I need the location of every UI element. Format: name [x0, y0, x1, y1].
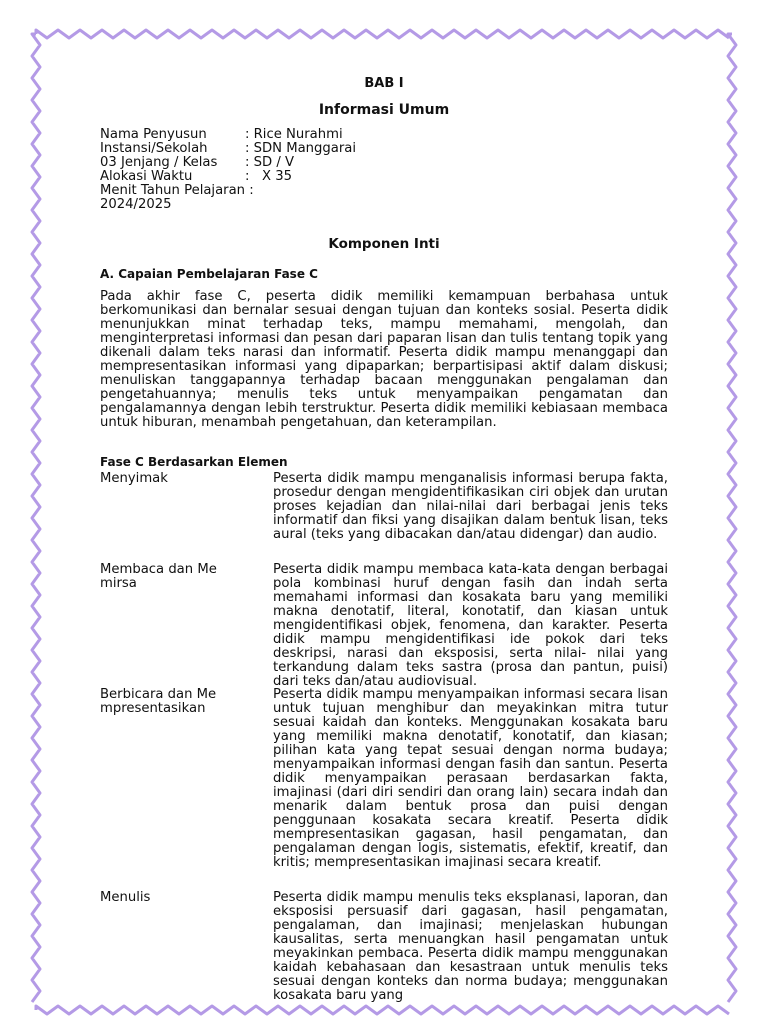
info-row-grade: 03 Jenjang / Kelas : SD / V [100, 155, 295, 170]
capaian-paragraph: Pada akhir fase C, peserta didik memiliki kemampuan berbahasa untuk berkomunikasi dan bernalar sesuai dengan tujuan dan konteks sosial. Peserta didik menunjukkan minat terhadap teks, mampu memahami, mengolah, dan menginterpretasi informasi dan pesan dari paparan lisan dan tulis tentang topik yang dikenali dalam teks narasi dan informatif. Peserta didik mampu menanggapi dan mempresentasikan informasi yang dipaparkan; berpartisipasi aktif dalam diskusi; menuliskan tanggapannya terhadap bacaan menggunakan pengalaman dan pengetahuannya; menulis teks untuk menyampaikan pengamatan dan pengalamannya dengan lebih terstruktur. Peserta didik memiliki kebiasaan membaca untuk hiburan, menambah pengetahuan, dan keterampilan. [100, 289, 668, 430]
element-name: Menyimak [100, 471, 168, 486]
info-row-author: Nama Penyusun : Rice Nurahmi [100, 127, 343, 142]
chapter-title: Informasi Umum [318, 102, 450, 118]
element-row-menulis [100, 891, 668, 1003]
info-row-school-year: Menit Tahun Pelajaran : 2024/2025 [100, 183, 254, 212]
element-name: Membaca dan Memirsa [100, 562, 217, 591]
fase-heading: Fase C Berdasarkan Elemen [100, 455, 288, 469]
capaian-heading: A. Capaian Pembelajaran Fase C [100, 267, 318, 281]
element-description: Peserta didik mampu menganalisis informasi berupa fakta, prosedur dengan mengidentifikasikan ciri objek dan urutan proses kejadian dan nilai-nilai dari berbagai jenis teks informatif dan fiksi yang disajikan dalam bentuk lisan, teks aural (teks yang dibacakan dan/atau didengar) dan audio. [273, 471, 668, 542]
element-name: Berbicara dan Mempresentasikan [100, 687, 217, 716]
chapter-heading: BAB I [364, 76, 404, 91]
general-info-block [100, 128, 668, 212]
element-name: Menulis [100, 890, 151, 905]
element-row-membaca [100, 563, 668, 689]
info-row-time: Alokasi Waktu : X 35 [100, 169, 293, 184]
element-description: Peserta didik mampu membaca kata-kata dengan berbagai pola kombinasi huruf dengan fasih dan indah serta memahami informasi dan kosakata baru yang memiliki makna denotatif, literal, konotatif, dan kiasan untuk mengidentifikasi objek, fenomena, dan karakter. Peserta didik mampu mengidentifikasi ide pokok dari teks deskripsi, narasi dan eksposisi, serta nilai- nilai yang terkandung dalam teks sastra (prosa dan pantun, puisi) dari teks dan/atau audiovisual. [273, 562, 668, 689]
info-row-school: Instansi/Sekolah : SDN Manggarai [100, 141, 357, 156]
element-row-berbicara [100, 688, 668, 870]
element-description: Peserta didik mampu menyampaikan informasi secara lisan untuk tujuan menghibur dan meyakinkan mitra tutur sesuai kaidah dan konteks. Menggunakan kosakata baru yang memiliki makna denotatif, konotatif, dan kiasan; pilihan kata yang tepat sesuai dengan norma budaya; menyampaikan informasi dengan fasih dan santun. Peserta didik menyampaikan perasaan berdasarkan fakta, imajinasi (dari diri sendiri dan orang lain) secara indah dan menarik dalam bentuk prosa dan puisi dengan penggunaan kosakata secara kreatif. Peserta didik mempresentasikan gagasan, hasil pengamatan, dan pengalaman dengan logis, sistematis, efektif, kreatif, dan kritis; mempresentasikan imajinasi secara kreatif. [273, 687, 668, 870]
element-description: Peserta didik mampu menulis teks eksplanasi, laporan, dan eksposisi persuasif dari gagasan, hasil pengamatan, pengalaman, dan imajinasi; menjelaskan hubungan kausalitas, serta menuangkan hasil pengamatan untuk meyakinkan pembaca. Peserta didik mampu menggunakan kaidah kebahasaan dan kesastraan untuk menulis teks sesuai dengan konteks dan norma budaya; menggunakan kosakata baru yang [273, 890, 668, 1003]
section-title: Komponen Inti [328, 236, 440, 252]
element-row-menyimak [100, 472, 668, 542]
